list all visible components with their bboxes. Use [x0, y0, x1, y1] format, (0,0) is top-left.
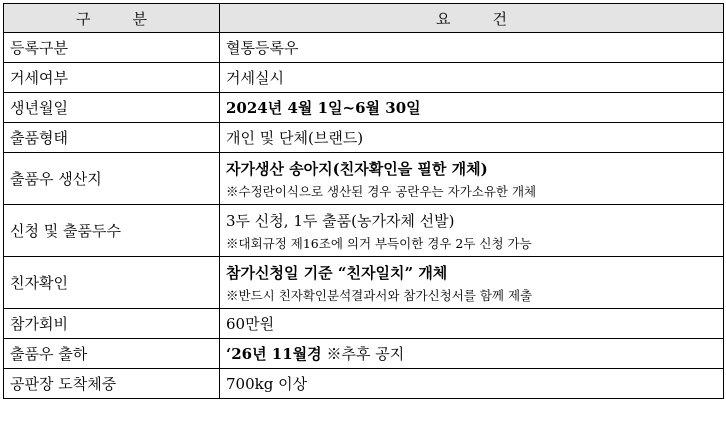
row-value: 참가신청일 기준 “친자일치” 개체: [226, 263, 448, 282]
requirements-table: [3, 3, 724, 399]
row-note: ※반드시 친자확인분석결과서와 참가신청서를 함께 제출: [226, 287, 533, 303]
table-row: [4, 63, 724, 93]
table-header-row: [4, 4, 724, 33]
row-value: 자가생산 송아지(친자확인을 필한 개체): [226, 159, 488, 178]
table-row: [4, 93, 724, 123]
row-value-cell: [220, 257, 724, 309]
table-row: [4, 257, 724, 309]
table-row: [4, 309, 724, 339]
header-requirement: 요 건: [220, 4, 724, 33]
row-label: 거세여부: [4, 63, 220, 93]
row-note: ※추후 공지: [326, 345, 405, 363]
row-label: 출품우 출하: [4, 339, 220, 369]
table-row: [4, 123, 724, 153]
row-label: 참가회비: [4, 309, 220, 339]
row-label: 등록구분: [4, 33, 220, 63]
row-label: 친자확인: [4, 257, 220, 309]
row-value-cell: [220, 339, 724, 369]
row-value: ‘26년 11월경: [226, 345, 322, 363]
table-row: [4, 33, 724, 63]
row-value: 3두 신청, 1두 출품(농가자체 선발): [226, 211, 455, 230]
table-row: [4, 153, 724, 205]
row-value-cell: [220, 153, 724, 205]
row-label: 출품우 생산지: [4, 153, 220, 205]
header-category: 구 분: [4, 4, 220, 33]
row-value: 700kg 이상: [220, 369, 724, 399]
row-label: 신청 및 출품두수: [4, 205, 220, 257]
row-label: 공판장 도착체중: [4, 369, 220, 399]
row-value: 2024년 4월 1일~6월 30일: [220, 93, 724, 123]
row-value: 개인 및 단체(브랜드): [220, 123, 724, 153]
row-value: 거세실시: [220, 63, 724, 93]
row-note: ※대회규정 제16조에 의거 부득이한 경우 2두 신청 가능: [226, 235, 532, 251]
row-label: 출품형태: [4, 123, 220, 153]
table-row: [4, 205, 724, 257]
table-row: [4, 339, 724, 369]
table-row: [4, 369, 724, 399]
row-value: 혈통등록우: [220, 33, 724, 63]
row-value: 60만원: [220, 309, 724, 339]
row-value-cell: [220, 205, 724, 257]
row-label: 생년월일: [4, 93, 220, 123]
row-note: ※수정란이식으로 생산된 경우 공란우는 자가소유한 개체: [226, 183, 537, 199]
